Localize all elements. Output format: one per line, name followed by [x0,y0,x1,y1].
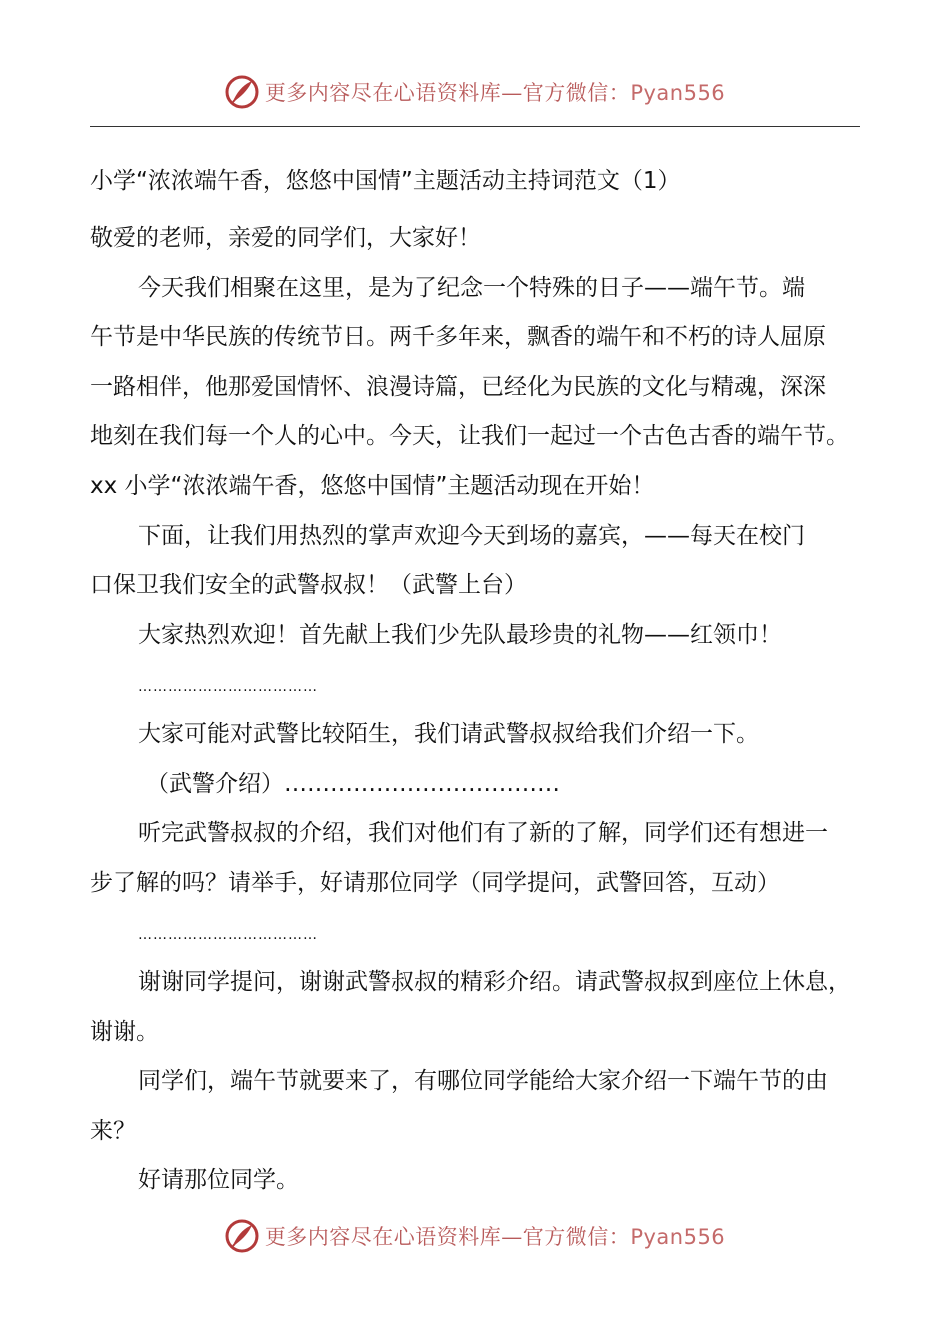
quill-logo-icon [225,75,259,109]
paragraph-line: 一路相伴，他那爱国情怀、浪漫诗篇，已经化为民族的文化与精魂，深深 [90,373,826,400]
header-divider [90,126,860,127]
paragraph-line: xx 小学“浓浓端午香，悠悠中国情”主题活动现在开始！ [90,472,655,499]
footer-banner [0,1216,950,1256]
ellipsis-line: ……………………………… [138,927,318,944]
paragraph-line: 下面，让我们用热烈的掌声欢迎今天到场的嘉宾，——每天在校门 [138,522,805,549]
paragraph-line: 午节是中华民族的传统节日。两千多年来，飘香的端午和不朽的诗人屈原 [90,324,826,351]
paragraph-line: 来？ [90,1117,136,1144]
paragraph-line: 口保卫我们安全的武警叔叔！（武警上台） [90,572,527,599]
paragraph-line: 好请那位同学。 [138,1167,299,1194]
paragraph-line: （武警介绍）……………………………… [146,770,560,797]
greeting: 敬爱的老师，亲爱的同学们，大家好！ [90,225,481,251]
paragraph-line: 大家可能对武警比较陌生，我们请武警叔叔给我们介绍一下。 [138,720,759,747]
banner-text: 更多内容尽在心语资料库—官方微信：Pyan556 [264,1225,726,1249]
quill-logo-icon [225,1219,259,1253]
document-title: 小学“浓浓端午香，悠悠中国情”主题活动主持词范文（1） [90,168,681,194]
paragraph-line: 同学们，端午节就要来了，有哪位同学能给大家介绍一下端午节的由 [138,1068,828,1095]
paragraph-line: 地刻在我们每一个人的心中。今天，让我们一起过一个古色古香的端午节。 [90,423,849,450]
header-banner [0,72,950,112]
paragraph-line: 谢谢。 [90,1018,159,1045]
paragraph-line: 大家热烈欢迎！首先献上我们少先队最珍贵的礼物——红领巾！ [138,621,782,648]
ellipsis-line: ……………………………… [138,679,318,696]
paragraph-line: 今天我们相聚在这里，是为了纪念一个特殊的日子——端午节。端 [138,274,805,301]
document-body [90,158,870,1206]
paragraph-line: 谢谢同学提问，谢谢武警叔叔的精彩介绍。请武警叔叔到座位上休息， [138,968,851,995]
banner-text: 更多内容尽在心语资料库—官方微信：Pyan556 [264,81,726,105]
paragraph-line: 步了解的吗？请举手，好请那位同学（同学提问，武警回答，互动） [90,869,780,896]
paragraph-line: 听完武警叔叔的介绍，我们对他们有了新的了解，同学们还有想进一 [138,820,828,847]
